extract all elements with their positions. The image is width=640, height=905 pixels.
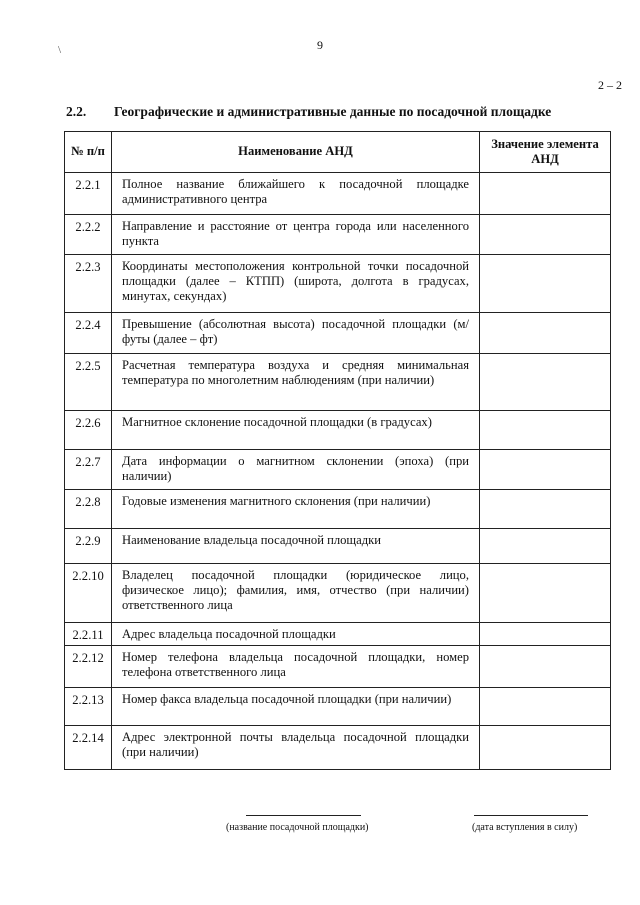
row-name: Расчетная температура воздуха и средняя минимальная температура по многолетним наблюдениям (при наличии)	[112, 354, 480, 411]
section-title: Географические и административные данные по посадочной площадке	[114, 104, 552, 119]
table-row	[65, 646, 611, 688]
table-row	[65, 450, 611, 490]
row-name: Превышение (абсолютная высота) посадочной площадки (м/футы (далее – фт)	[112, 313, 480, 354]
row-name: Номер телефона владельца посадочной площадки, номер телефона ответственного лица	[112, 646, 480, 688]
row-name: Наименование владельца посадочной площадки	[112, 529, 480, 564]
row-value	[480, 313, 611, 354]
row-num: 2.2.3	[65, 255, 112, 313]
site-name-line	[246, 815, 361, 816]
corner-reference: 2 – 2	[598, 78, 622, 92]
table-row	[65, 490, 611, 529]
page-number: 9	[317, 38, 323, 52]
site-name-caption: (название посадочной площадки)	[226, 822, 369, 833]
row-name: Дата информации о магнитном склонении (эпоха) (при наличии)	[112, 450, 480, 490]
row-num: 2.2.13	[65, 688, 112, 726]
row-num: 2.2.9	[65, 529, 112, 564]
table-row	[65, 215, 611, 255]
row-num: 2.2.14	[65, 726, 112, 770]
table-row	[65, 411, 611, 450]
table-header-row	[65, 132, 611, 173]
effective-date-line	[474, 815, 588, 816]
row-num: 2.2.1	[65, 173, 112, 215]
table-row	[65, 173, 611, 215]
header-value: Значение элемента АНД	[480, 132, 611, 173]
table-row	[65, 529, 611, 564]
table-row	[65, 623, 611, 646]
row-value	[480, 173, 611, 215]
row-num: 2.2.2	[65, 215, 112, 255]
section-heading	[66, 104, 551, 120]
row-name: Магнитное склонение посадочной площадки (в градусах)	[112, 411, 480, 450]
row-value	[480, 411, 611, 450]
table-row	[65, 354, 611, 411]
row-num: 2.2.11	[65, 623, 112, 646]
row-num: 2.2.8	[65, 490, 112, 529]
header-num: № п/п	[65, 132, 112, 173]
row-value	[480, 215, 611, 255]
and-table	[64, 131, 611, 770]
row-name: Годовые изменения магнитного склонения (при наличии)	[112, 490, 480, 529]
row-value	[480, 726, 611, 770]
row-value	[480, 646, 611, 688]
row-num: 2.2.6	[65, 411, 112, 450]
section-number: 2.2.	[66, 104, 87, 119]
table-row	[65, 313, 611, 354]
table-body	[65, 173, 611, 770]
row-num: 2.2.7	[65, 450, 112, 490]
table-row	[65, 726, 611, 770]
row-name: Номер факса владельца посадочной площадки (при наличии)	[112, 688, 480, 726]
table-row	[65, 255, 611, 313]
row-value	[480, 450, 611, 490]
row-value	[480, 490, 611, 529]
row-num: 2.2.4	[65, 313, 112, 354]
row-value	[480, 529, 611, 564]
row-name: Координаты местоположения контрольной точки посадочной площадки (далее – КТПП) (широта, долгота в градусах, минутах, секундах)	[112, 255, 480, 313]
row-value	[480, 688, 611, 726]
row-num: 2.2.5	[65, 354, 112, 411]
row-num: 2.2.12	[65, 646, 112, 688]
row-name: Полное название ближайшего к посадочной площадке административного центра	[112, 173, 480, 215]
row-value	[480, 623, 611, 646]
effective-date-caption: (дата вступления в силу)	[472, 822, 578, 833]
row-value	[480, 564, 611, 623]
header-name: Наименование АНД	[112, 132, 480, 173]
row-name: Адрес электронной почты владельца посадочной площадки (при наличии)	[112, 726, 480, 770]
row-value	[480, 354, 611, 411]
row-name: Адрес владельца посадочной площадки	[112, 623, 480, 646]
stray-mark: \	[58, 44, 62, 56]
table-row	[65, 688, 611, 726]
row-num: 2.2.10	[65, 564, 112, 623]
row-value	[480, 255, 611, 313]
row-name: Направление и расстояние от центра города или населенного пункта	[112, 215, 480, 255]
table-row	[65, 564, 611, 623]
row-name: Владелец посадочной площадки (юридическое лицо, физическое лицо); фамилия, имя, отчество (при наличии) ответственного лица	[112, 564, 480, 623]
